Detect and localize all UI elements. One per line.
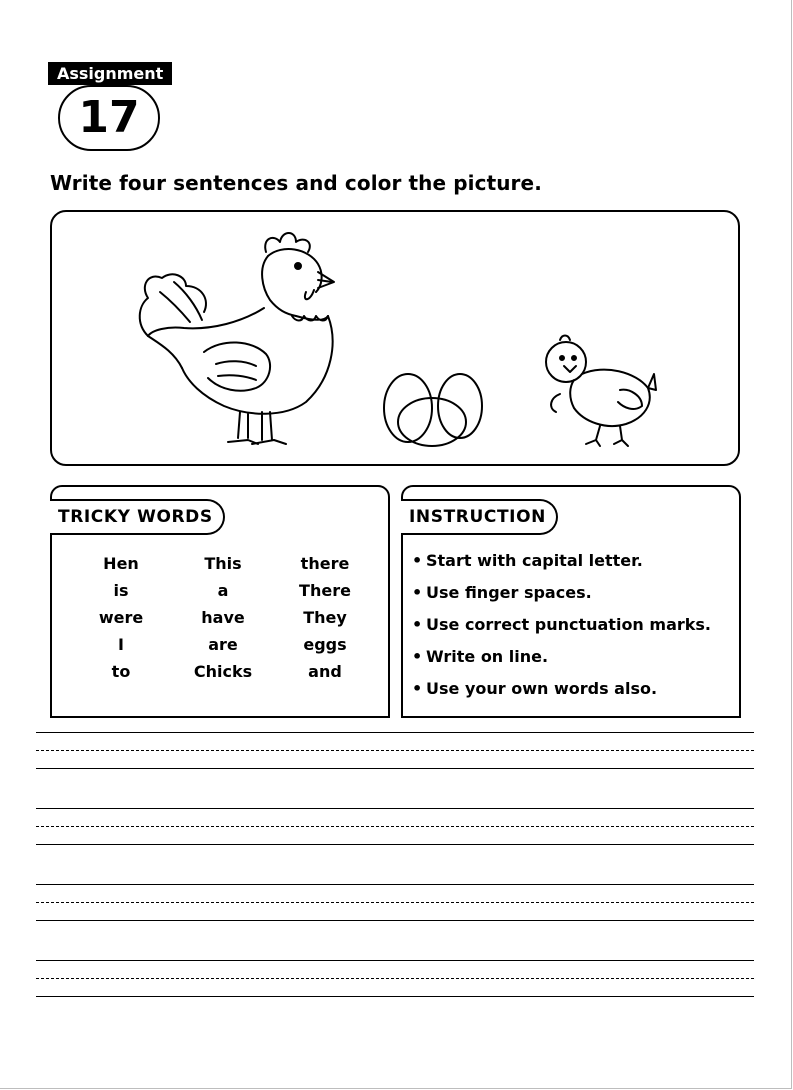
instruction-title: INSTRUCTION xyxy=(401,499,558,535)
tricky-word: There xyxy=(299,581,351,600)
page-title: Write four sentences and color the picture. xyxy=(50,171,542,195)
instruction-item: • Start with capital letter. xyxy=(412,545,711,577)
bullet-icon: • xyxy=(412,583,423,602)
instruction-item: • Use your own words also. xyxy=(412,673,711,705)
tricky-word: to xyxy=(111,662,131,681)
writing-line-top xyxy=(36,808,754,809)
writing-line-top xyxy=(36,884,754,885)
instruction-item: • Use correct punctuation marks. xyxy=(412,609,711,641)
bullet-icon: • xyxy=(412,615,423,634)
tricky-word: Hen xyxy=(103,554,139,573)
writing-line-base xyxy=(36,844,754,845)
tricky-word: and xyxy=(308,662,342,681)
instruction-item: • Use finger spaces. xyxy=(412,577,711,609)
instruction-list xyxy=(412,545,711,705)
chick-illustration xyxy=(546,336,656,447)
writing-line-mid xyxy=(36,902,754,903)
hen-illustration xyxy=(140,233,334,444)
tricky-word: I xyxy=(118,635,124,654)
picture-box xyxy=(50,210,740,466)
tricky-word: were xyxy=(98,608,144,627)
bullet-icon: • xyxy=(412,551,423,570)
tricky-word: is xyxy=(113,581,129,600)
tricky-words-title: TRICKY WORDS xyxy=(50,499,225,535)
tricky-word: a xyxy=(217,581,229,600)
tricky-words-panel xyxy=(50,485,390,718)
writing-line-mid xyxy=(36,750,754,751)
writing-line-base xyxy=(36,996,754,997)
assignment-label: Assignment xyxy=(48,62,172,85)
tricky-word: They xyxy=(303,608,347,627)
tricky-words-grid xyxy=(70,553,376,683)
eggs-illustration xyxy=(384,374,482,446)
tricky-word: Chicks xyxy=(193,662,253,681)
tricky-word: are xyxy=(208,635,238,654)
bullet-icon: • xyxy=(412,647,423,666)
instruction-item: • Write on line. xyxy=(412,641,711,673)
tricky-word: have xyxy=(201,608,245,627)
writing-line-mid xyxy=(36,826,754,827)
writing-line-base xyxy=(36,768,754,769)
assignment-number: 17 xyxy=(58,85,160,151)
tricky-word: This xyxy=(204,554,242,573)
writing-line-base xyxy=(36,920,754,921)
tricky-word: eggs xyxy=(303,635,347,654)
tricky-word: there xyxy=(300,554,350,573)
writing-line-mid xyxy=(36,978,754,979)
writing-line-top xyxy=(36,732,754,733)
instruction-panel xyxy=(401,485,741,718)
writing-line-top xyxy=(36,960,754,961)
bullet-icon: • xyxy=(412,679,423,698)
